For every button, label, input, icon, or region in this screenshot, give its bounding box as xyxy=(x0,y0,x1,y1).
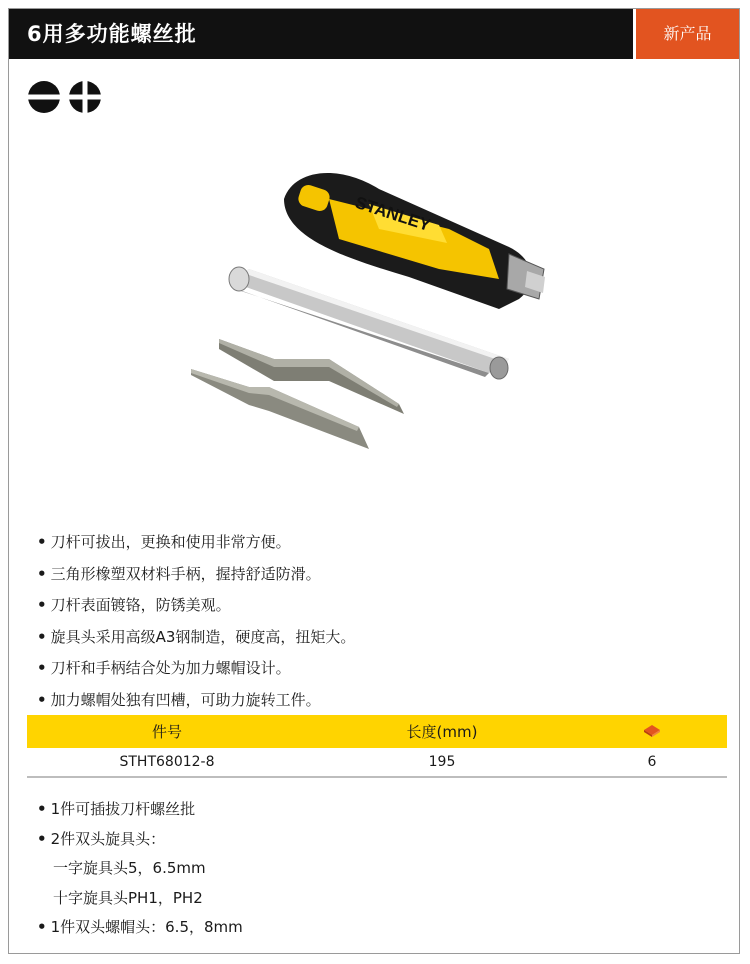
feature-item: • 加力螺帽处独有凹槽，可助力旋转工件。 xyxy=(37,685,355,717)
contents-subitem: 一字旋具头5，6.5mm xyxy=(53,859,206,877)
screwdriver-set-image xyxy=(189,159,589,479)
header-part-number: 件号 xyxy=(27,715,307,748)
contents-item: • 1件可插拔刀杆螺丝批 xyxy=(37,795,243,825)
feature-item: • 旋具头采用高级A3钢制造，硬度高，扭矩大。 xyxy=(37,622,355,654)
cell-pack-qty: 6 xyxy=(577,748,727,777)
page-title: 6用多功能螺丝批 xyxy=(27,22,197,46)
table-row xyxy=(27,748,727,777)
feature-item: • 三角形橡塑双材料手柄，握持舒适防滑。 xyxy=(37,559,355,591)
feature-item: • 刀杆可拔出，更换和使用非常方便。 xyxy=(37,527,355,559)
new-product-badge: 新产品 xyxy=(633,9,739,59)
contents-list xyxy=(37,795,243,943)
cell-length: 195 xyxy=(307,748,577,777)
pack-icon xyxy=(642,722,662,738)
contents-item: • 1件双头螺帽头：6.5，8mm xyxy=(37,913,243,943)
brand-label: STANLEY xyxy=(352,192,433,236)
cell-part-number: STHT68012-8 xyxy=(27,748,307,777)
feature-list xyxy=(37,527,355,716)
feature-item: • 刀杆表面镀铬，防锈美观。 xyxy=(37,590,355,622)
screwdriver-handle xyxy=(284,173,545,309)
spec-table xyxy=(27,715,727,778)
feature-item: • 刀杆和手柄结合处为加力螺帽设计。 xyxy=(37,653,355,685)
contents-subitem: 十字旋具头PH1，PH2 xyxy=(53,888,203,907)
tip-types-icons xyxy=(27,79,107,115)
phillips-tip-icon xyxy=(69,81,101,113)
product-sheet xyxy=(8,8,740,954)
header-length: 长度(mm) xyxy=(307,715,577,748)
table-header-row xyxy=(27,715,727,748)
header-pack-qty xyxy=(577,715,727,748)
slotted-tip-icon xyxy=(28,81,60,113)
header-bar xyxy=(9,9,739,59)
contents-item: • 2件双头旋具头： xyxy=(37,825,243,855)
